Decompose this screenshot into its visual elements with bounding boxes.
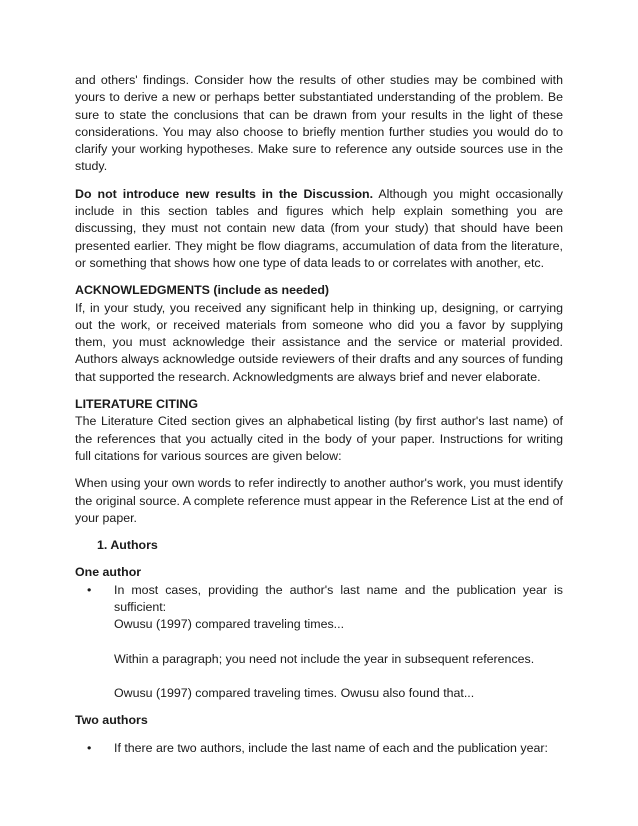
two-authors-bullet (75, 740, 563, 757)
one-author-example-1: Owusu (1997) compared traveling times... (114, 617, 345, 632)
literature-heading: LITERATURE CITING (75, 397, 198, 412)
bullet-marker: • (87, 582, 92, 597)
discussion-paragraph-1: and others' findings. Consider how the results of other studies may be combined with yours to derive a new or perhaps better substantiated understanding of the problem. Be sure to state the conclusions that can be drawn from your results in the light of these considerations. You may also choose to briefly mention further studies you would do to clarify your working hypotheses. Make sure to reference any outside sources use in the study. (75, 73, 563, 174)
one-author-bullet (75, 582, 563, 617)
one-author-note: Within a paragraph; you need not include the year in subsequent references. (114, 651, 535, 666)
literature-body-1: The Literature Cited section gives an alphabetical listing (by first author's last name) of the references that you actually cited in the body of your paper. Instructions for writing full citations for various sources are given below: (75, 414, 563, 463)
literature-body-2: When using your own words to refer indirectly to another author's work, you must identify the original source. A complete reference must appear in the Reference List at the end of your paper. (75, 476, 563, 525)
acknowledgments-section (75, 282, 563, 386)
two-authors-heading: Two authors (75, 713, 148, 728)
discussion-emphasis: Do not introduce new results in the Discussion. (75, 186, 374, 201)
literature-section (75, 396, 563, 465)
acknowledgments-heading: ACKNOWLEDGMENTS (include as needed) (75, 283, 330, 298)
one-author-bullet-text: In most cases, providing the author's last name and the publication year is sufficient: (114, 582, 563, 615)
acknowledgments-body: If, in your study, you received any significant help in thinking up, designing, or carrying out the work, or received materials from someone who did you a favor by supplying them, you must acknowledge their assistance and the service or material provided. Authors always acknowledge outside reviewers of their drafts and any sources of funding that supported the research. Acknowledgments are always brief and never elaborate. (75, 300, 563, 384)
spacer (75, 668, 563, 685)
one-author-example-2: Owusu (1997) compared traveling times. Owusu also found that... (114, 685, 475, 700)
document-page (75, 72, 563, 757)
discussion-paragraph-2-text: Although you might occasionally include in this section tables and figures which help explain something you are discussing, they must not contain new data (from your study) that should have been presented earlier. They might be flow diagrams, accumulation of data from the literature, or something that shows how one type of data leads to or correlates with another, etc. (75, 186, 563, 270)
discussion-paragraph-2 (75, 186, 563, 272)
two-authors-bullet-text: If there are two authors, include the last name of each and the publication year: (114, 740, 548, 755)
bullet-marker: • (87, 740, 92, 755)
spacer (75, 634, 563, 651)
one-author-heading: One author (75, 565, 142, 580)
numbered-item-authors: 1. Authors (97, 538, 158, 553)
